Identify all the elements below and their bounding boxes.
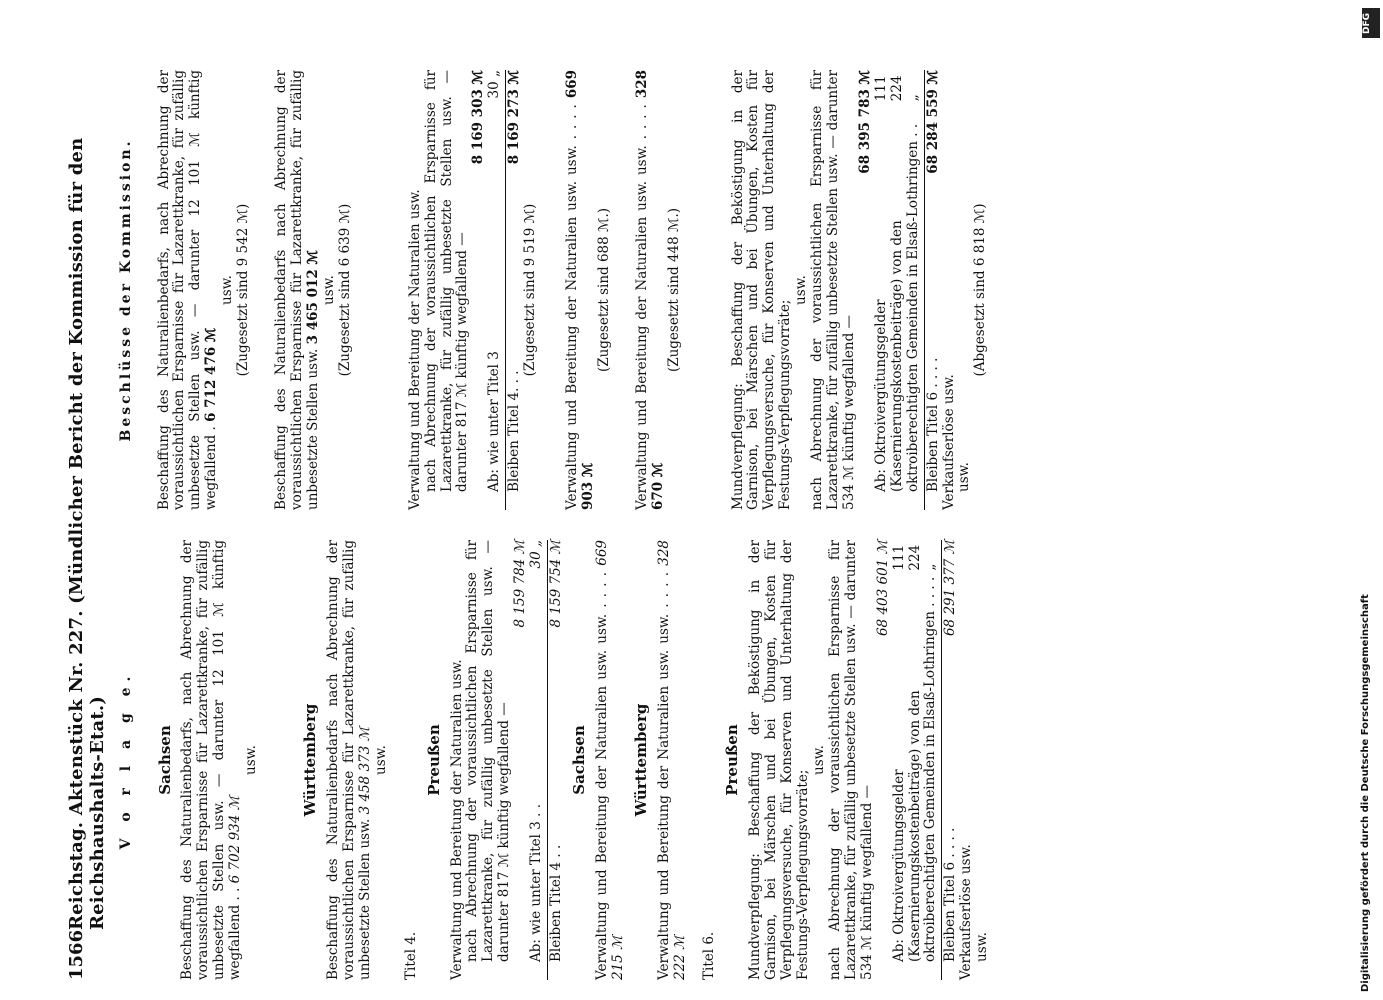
- usw-text: usw.: [974, 932, 991, 962]
- amount: 669 215 ℳ: [593, 539, 626, 980]
- usw-text: usw.: [811, 745, 828, 775]
- ab-line: Ab: wie unter Titel 3 . . 30 „: [528, 540, 545, 962]
- text-block: nach Abrechnung der voraussichtlichen Ersparnisse für Lazarettkranke, für zufällig unbesetzte Stellen usw. — darunter 817 ℳ künftig wegfallend —: [464, 540, 513, 962]
- bleiben-line: Bleiben Titel 4 . . 8 159 754 ℳ: [547, 540, 565, 980]
- usw-text: usw.: [372, 745, 389, 775]
- usw-text: usw.: [956, 462, 973, 492]
- dfg-logo: DFG: [1362, 8, 1380, 38]
- text-block: nach Abrechnung der voraussichtlichen Ersparnisse für Lazarettkranke, für zufällig unbesetzte Stellen usw. — darunter 534 ℳ künftig wegfallend —: [826, 540, 875, 980]
- amount-line: 68 395 783 ℳ: [856, 70, 873, 174]
- text-block: Verwaltung und Bereitung der Naturalien usw. usw. . . . . 328 222 ℳ: [655, 539, 688, 980]
- amount: 669 903 ℳ: [564, 69, 596, 510]
- amount: 6 702 934 ℳ: [227, 795, 244, 884]
- state-heading: Württemberg: [631, 703, 650, 817]
- titel-label: Titel 4.: [402, 931, 419, 980]
- document-page: [60, 60, 1310, 980]
- amount: 3 465 012 ℳ: [304, 250, 321, 345]
- text-block: Verwaltung und Bereitung der Naturalien usw.: [406, 189, 423, 510]
- usw-text: usw.: [243, 745, 260, 775]
- ab-line: Ab: wie unter Titel 3 30 „: [486, 70, 503, 492]
- text-block: Mundverpflegung: Beschaffung der Beköstigung in der Garnison, bei Märschen und bei Übungen, Kosten für Verpflegungsversuche, für Konserven und Unterhaltung der Festungs-Verpflegungsvorräte;: [747, 540, 812, 980]
- bleiben-line: Bleiben Titel 6 . . . . 68 291 377 ℳ: [941, 540, 959, 980]
- amount-line: 8 169 303 ℳ: [470, 70, 487, 165]
- page-number: 1566: [66, 929, 87, 980]
- titel-label: Titel 6.: [701, 931, 718, 980]
- note: (Abgesetzt sind 6 818 ℳ): [972, 203, 989, 377]
- column-vorlage: [104, 540, 991, 980]
- text-block: Beschaffung des Naturalienbedarfs nach Abrechnung der voraussichtlichen Ersparnisse für Lazarettkranke, für zufällig unbesetzte Stellen usw. 3 465 012 ℳ: [273, 70, 321, 510]
- amount: 6 712 476 ℳ: [203, 327, 220, 422]
- text-block: nach Abrechnung der voraussichtlichen Ersparnisse für Lazarettkranke, für zufällig unbesetzte Stellen usw. — darunter 534 ℳ künftig wegfallend —: [809, 70, 858, 510]
- text-block: Verwaltung und Bereitung der Naturalien usw. usw. . . . . 669 215 ℳ: [593, 539, 626, 980]
- column-heading: V o r l a g e.: [118, 670, 134, 850]
- state-heading: Preußen: [424, 724, 443, 796]
- note: (Zugesetzt sind 9 542 ℳ): [235, 203, 252, 377]
- column-heading: Beschlüsse der Kommission.: [118, 138, 134, 442]
- bleiben-line: Bleiben Titel 6 . . . . 68 284 559 ℳ: [924, 70, 942, 510]
- page-header: [60, 60, 109, 980]
- text-block: Verwaltung und Bereitung der Naturalien usw.: [448, 659, 465, 980]
- note: (Zugesetzt sind 448 ℳ.): [665, 207, 682, 373]
- state-heading: Sachsen: [569, 725, 588, 795]
- ab-line: Ab: Oktroivergütungsgelder (Kasernierungskostenbeiträge) von den oktroiberechtigten Gemeinden in Elsaß-Lothringen . . . . 111 224 „: [890, 544, 939, 962]
- text-block: Mundverpflegung: Beschaffung der Beköstigung in der Garnison, bei Märschen und bei Übungen, Kosten für Verpflegungsversuche, für Konserven und Unterhaltung der Festungs-Verpflegungsvorräte;: [729, 70, 794, 510]
- state-heading: Württemberg: [301, 703, 320, 817]
- amount-line: 8 159 784 ℳ: [512, 540, 529, 628]
- amount: 3 458 373 ℳ: [356, 726, 373, 815]
- column-beschluesse: [104, 70, 989, 510]
- text-block: Beschaffung des Naturalienbedarfs nach Abrechnung der voraussichtlichen Ersparnisse für Lazarettkranke, für zufällig unbesetzte Stellen usw. 3 458 373 ℳ: [324, 540, 373, 980]
- text-block: Verwaltung und Bereitung der Naturalien usw. usw. . . . . 328 670 ℳ: [633, 69, 666, 510]
- amount: 328 222 ℳ: [655, 539, 688, 980]
- note: (Zugesetzt sind 9 519 ℳ): [522, 203, 539, 377]
- bleiben-line: Bleiben Titel 4. . . 8 169 273 ℳ: [505, 70, 523, 510]
- text-block: nach Abrechnung der voraussichtlichen Ersparnisse für Lazarettkranke, für zufällig unbesetzte Stellen usw. — darunter 817 ℳ künftig wegfallend —: [422, 70, 471, 492]
- text-block: Beschaffung des Naturalienbedarfs, nach Abrechnung der voraussichtlichen Ersparnisse für Lazarettkranke, für zufällig unbesetzte Stellen usw. — darunter 12 101 ℳ künftig wegfallend . 6 712 476 ℳ: [155, 70, 220, 510]
- state-heading: Sachsen: [155, 725, 174, 795]
- usw-text: usw.: [320, 275, 337, 305]
- text-block: Verwaltung und Bereitung der Naturalien usw. usw. . . . . 669 903 ℳ: [564, 69, 596, 510]
- note: (Zugesetzt sind 688 ℳ.): [595, 207, 612, 373]
- usw-text: usw.: [219, 275, 236, 305]
- amount: 328 670 ℳ: [633, 69, 666, 510]
- amount-line: 68 403 601 ℳ: [874, 540, 891, 637]
- state-heading: Preußen: [723, 724, 742, 796]
- digitization-credit: Digitalisierung gefördert durch die Deutsche Forschungsgemeinschaft: [1360, 594, 1371, 992]
- text-block: Verkaufserlöse usw.: [940, 374, 957, 510]
- ab-line: Ab: Oktroivergütungsgelder (Kasernierungskostenbeiträge) von den oktroiberechtigten Gemeinden in Elsaß-Lothringen . . 111 224 „: [872, 75, 921, 492]
- text-block: Verkaufserlöse usw.: [958, 844, 975, 980]
- usw-text: usw.: [793, 275, 810, 305]
- text-block: Beschaffung des Naturalienbedarfs, nach Abrechnung der voraussichtlichen Ersparnisse für Lazarettkranke, für zufällig unbesetzte Stellen usw. — darunter 12 101 ℳ künftig wegfallend . . 6 702 934 ℳ: [179, 540, 244, 980]
- note: (Zugesetzt sind 6 639 ℳ): [336, 203, 353, 377]
- page-title: Reichstag. Aktenstück Nr. 227. (Mündlicher Bericht der Kommission für den Reichshaushalts-Etat.): [66, 137, 109, 930]
